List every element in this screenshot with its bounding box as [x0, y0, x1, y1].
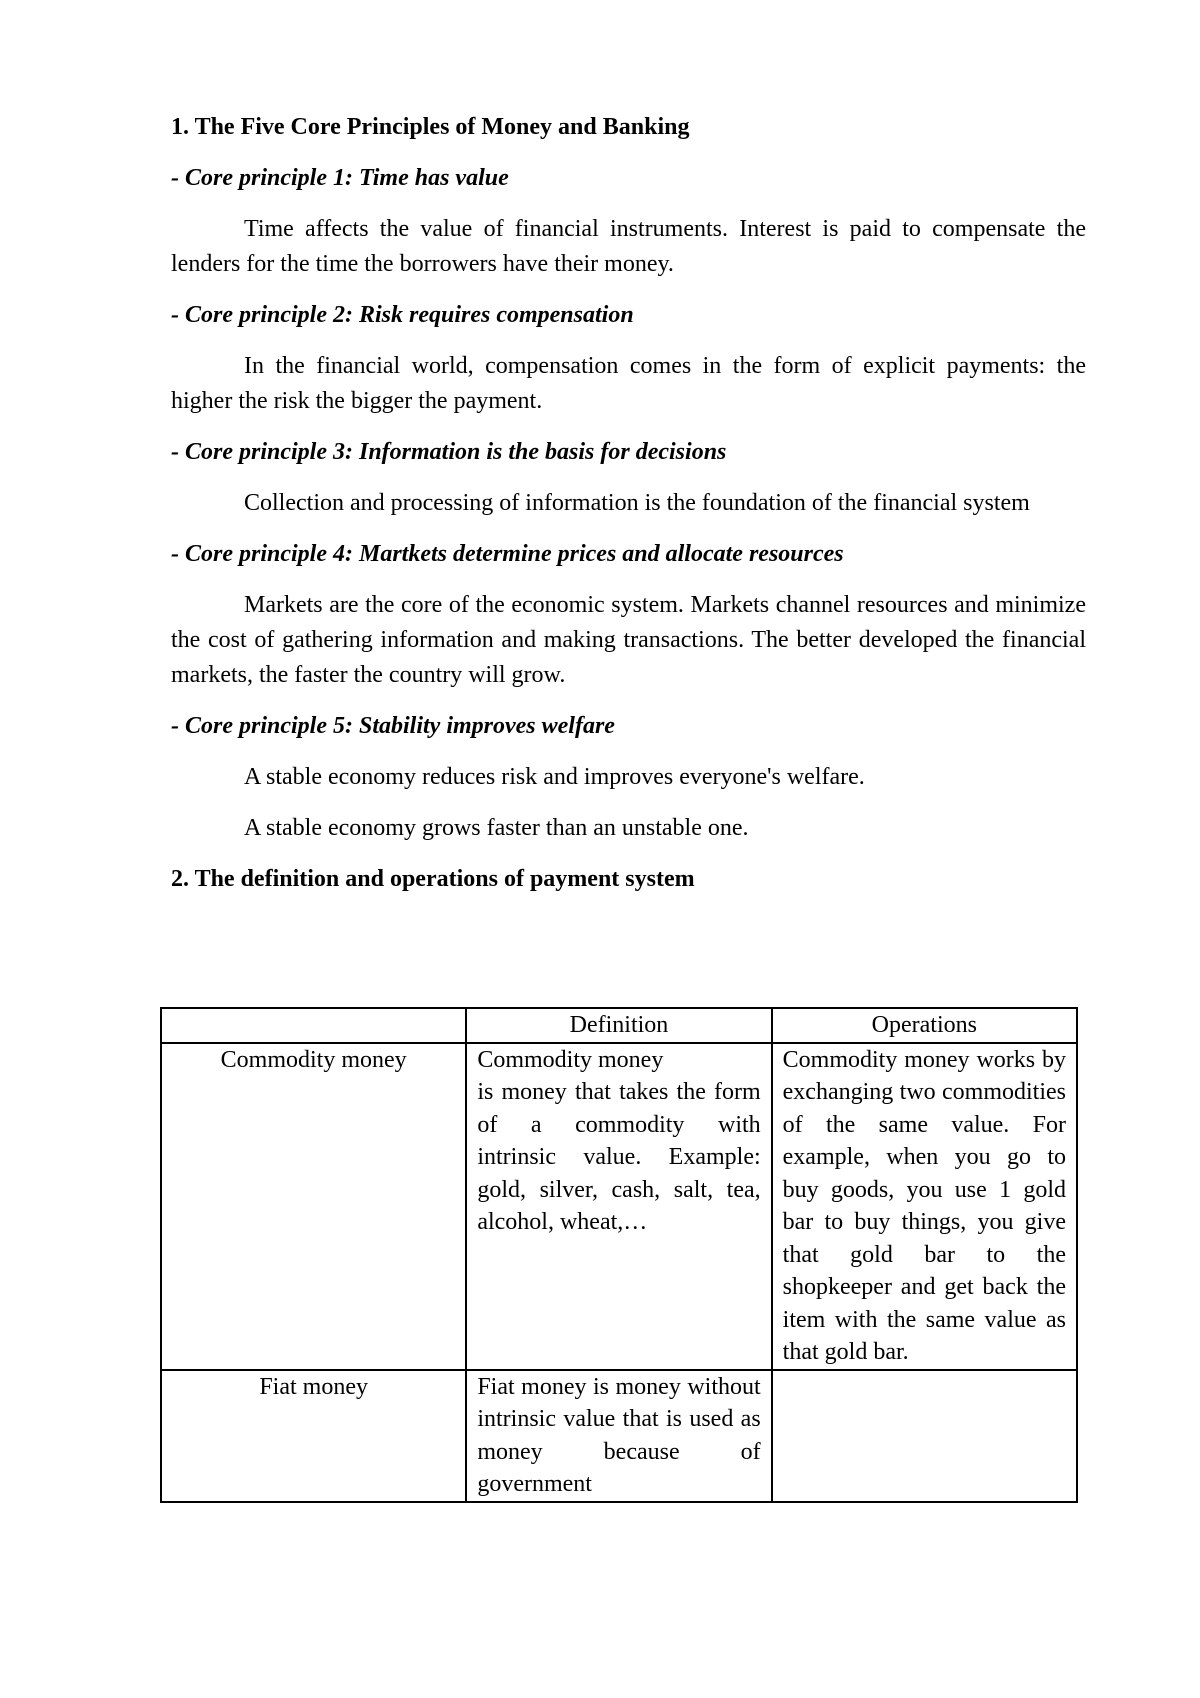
- definition-first-line: Commodity money: [477, 1046, 664, 1073]
- definition-cell: [466, 1043, 771, 1370]
- section-1-heading: 1. The Five Core Principles of Money and Banking: [171, 114, 690, 140]
- principle-5-title: - Core principle 5: Stability improves welfare: [171, 713, 615, 739]
- header-cell-empty: [161, 1008, 466, 1043]
- section-2-heading: 2. The definition and operations of payment system: [171, 866, 695, 892]
- table-row: [161, 1043, 1077, 1370]
- operations-cell: [772, 1370, 1077, 1502]
- document-page: [171, 110, 1086, 913]
- table-header-row: [161, 1008, 1077, 1043]
- definition-text: is money that takes the form of a commodity with intrinsic value. Example: gold, silver, cash, salt, tea, alcohol, wheat,…: [477, 1079, 761, 1235]
- header-cell-definition: Definition: [466, 1008, 771, 1043]
- header-cell-operations: Operations: [772, 1008, 1077, 1043]
- row-label-commodity-money: Commodity money: [161, 1043, 466, 1370]
- principle-2-title: - Core principle 2: Risk requires compensation: [171, 302, 634, 328]
- principle-5-body: A stable economy reduces risk and improves everyone's welfare.: [244, 764, 865, 790]
- principle-4-title: - Core principle 4: Martkets determine prices and allocate resources: [171, 541, 844, 567]
- payment-system-table: [160, 1007, 1078, 1503]
- principle-1-title: - Core principle 1: Time has value: [171, 165, 509, 191]
- row-label-fiat-money: Fiat money: [161, 1370, 466, 1502]
- table-row: [161, 1370, 1077, 1502]
- principle-5-body-2: A stable economy grows faster than an unstable one.: [244, 815, 749, 841]
- principle-4-body: Markets are the core of the economic system. Markets channel resources and minimize the cost of gathering information and making transactions. The better developed the financial markets, the faster the country will grow.: [171, 592, 1086, 688]
- principle-1-body: Time affects the value of financial instruments. Interest is paid to compensate the lenders for the time the borrowers have their money.: [171, 216, 1086, 277]
- principle-3-body: Collection and processing of information is the foundation of the financial system: [244, 490, 1030, 516]
- definition-cell: Fiat money is money without intrinsic value that is used as money because of government: [466, 1370, 771, 1502]
- operations-cell: Commodity money works by exchanging two commodities of the same value. For example, when you go to buy goods, you use 1 gold bar to buy things, you give that gold bar to the shopkeeper and get back the item with the same value as that gold bar.: [772, 1043, 1077, 1370]
- principle-2-body: In the financial world, compensation comes in the form of explicit payments: the higher the risk the bigger the payment.: [171, 353, 1086, 414]
- principle-3-title: - Core principle 3: Information is the basis for decisions: [171, 439, 727, 465]
